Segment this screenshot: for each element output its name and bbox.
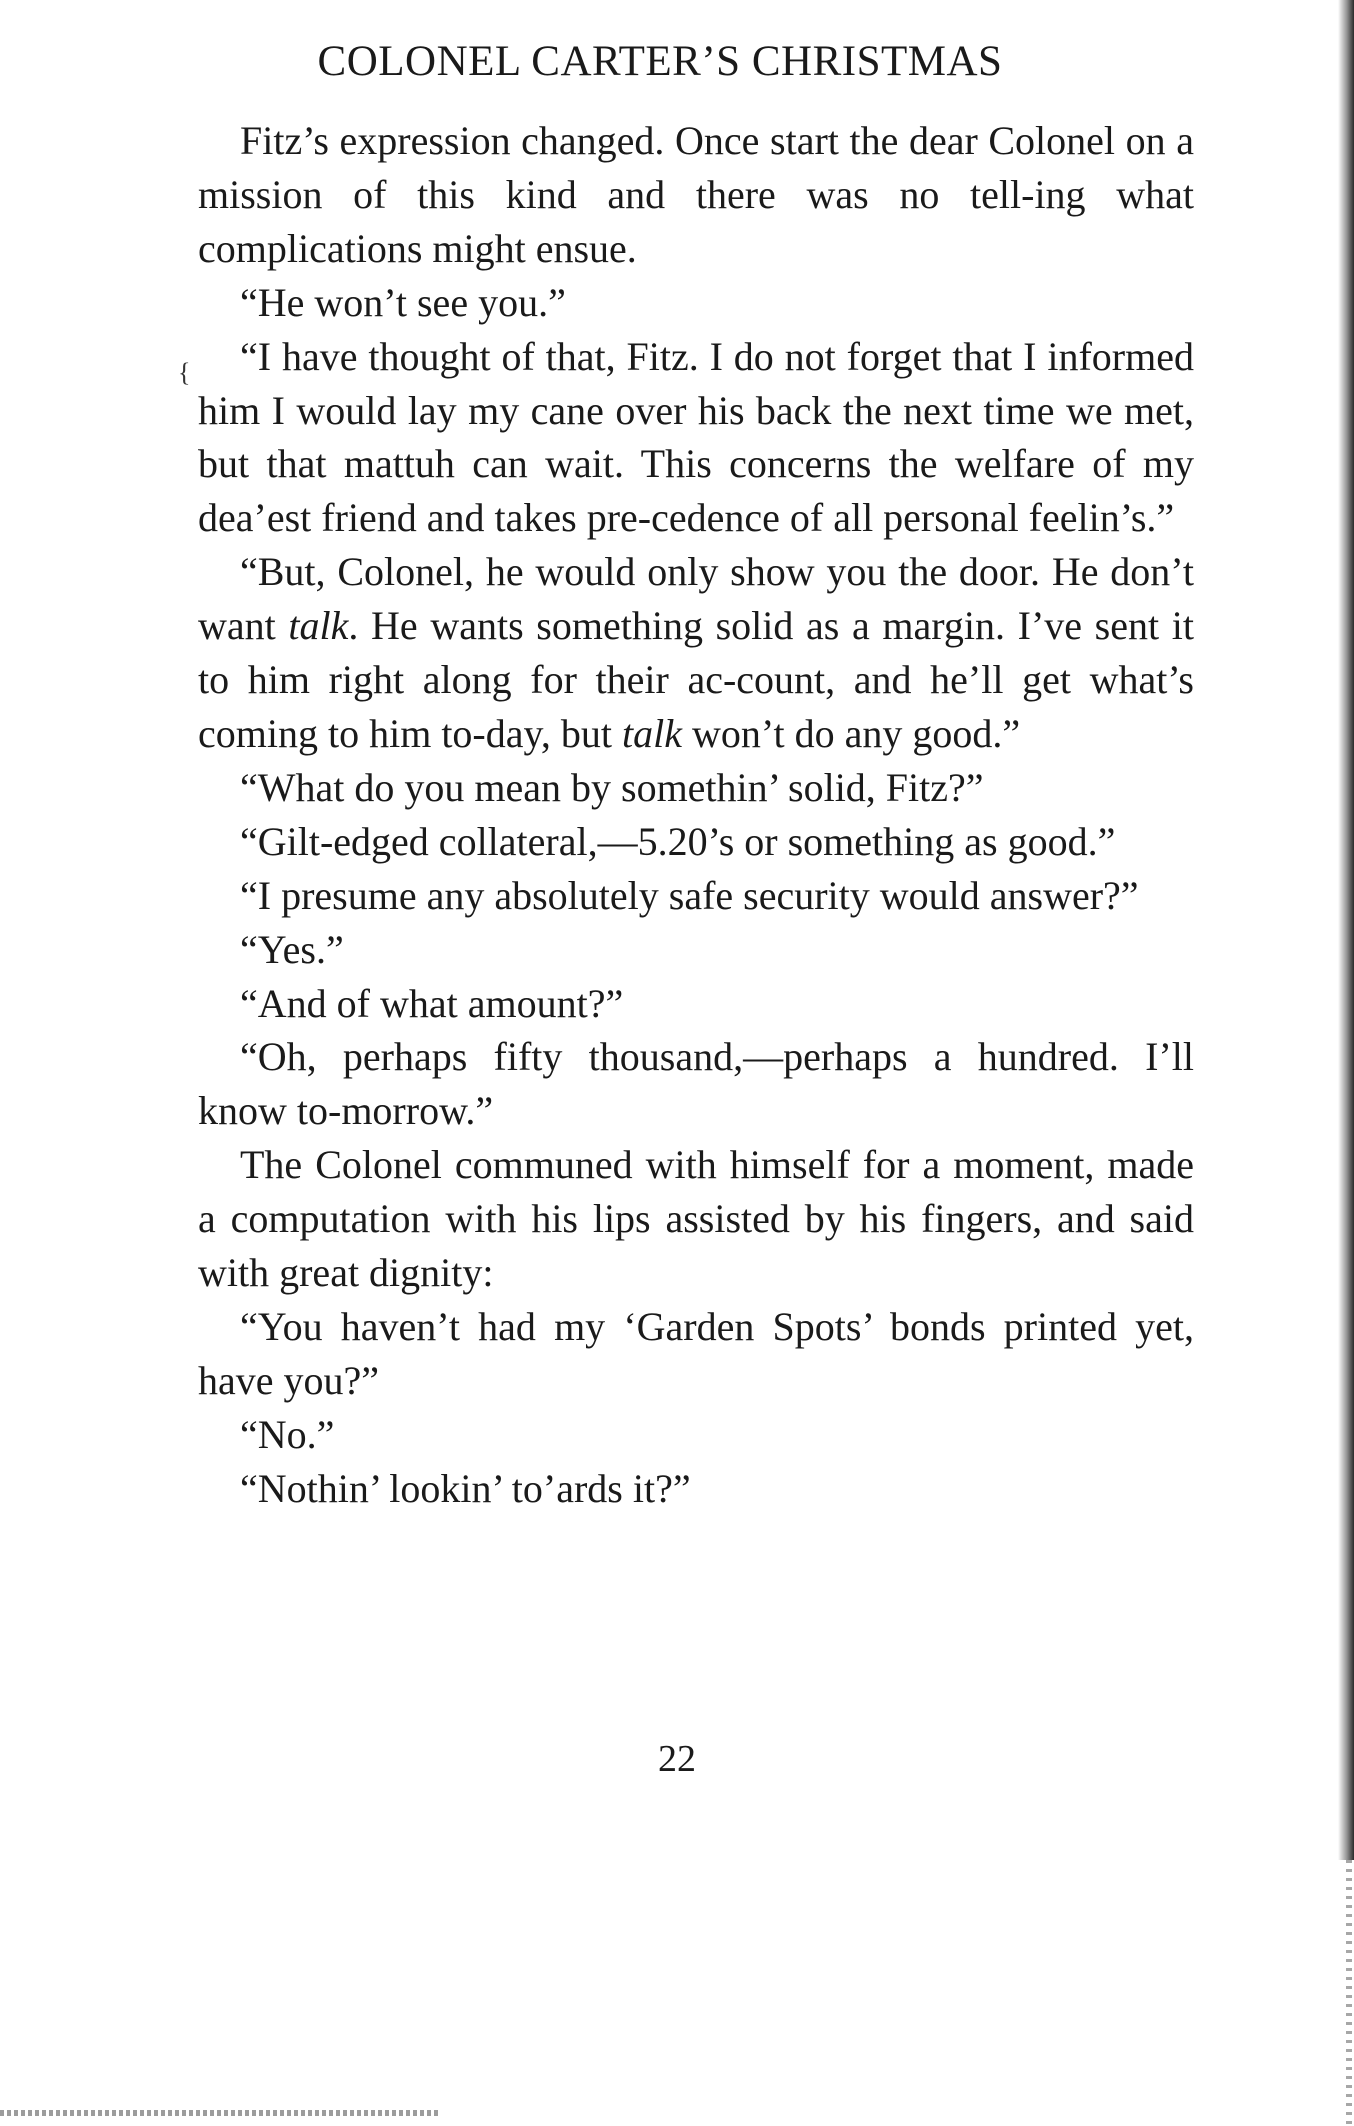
page-edge-specks: [1346, 1860, 1352, 2126]
paragraph-yes: “Yes.”: [240, 926, 344, 972]
paragraph-garden-spots: “You haven’t had my ‘Garden Spots’ bonds printed yet, have you?”: [198, 1303, 1194, 1403]
margin-mark: {: [178, 358, 191, 387]
running-head: COLONEL CARTER’S CHRISTMAS: [317, 38, 1003, 85]
paragraph-gilt-edged: “Gilt-edged collateral,—5.20’s or something as good.”: [240, 818, 1116, 864]
page-number: 22: [658, 1738, 696, 1780]
paragraph-something-solid: “What do you mean by somethin’ solid, Fitz?”: [240, 764, 984, 810]
paragraph-he-wont-see-you: “He won’t see you.”: [240, 279, 566, 325]
paragraph-safe-security: “I presume any absolutely safe security would answer?”: [240, 872, 1139, 918]
paragraph-nothin-lookin: “Nothin’ lookin’ to’ards it?”: [240, 1465, 691, 1511]
emphasis-talk-2: talk: [622, 710, 683, 756]
paragraph-no: “No.”: [240, 1411, 335, 1457]
page-edge-shadow: [1338, 0, 1354, 1860]
paragraph-thought-of-that: “I have thought of that, Fitz. I do not forget that I informed him I would lay my cane over his back the next time we met, but that mattuh can wait. This concerns the welfare of my dea’est friend and takes pre-cedence of all personal feelin’s.”: [198, 333, 1194, 541]
paragraph-show-you-the-door: “But, Colonel, he would only show you the door. He don’t want talk. He wants something solid as a margin. I’ve sent it to him right along for their ac-count, and he’ll get what’s coming to him to-day, but talk won’t do any good.”: [198, 549, 1194, 756]
bottom-edge-specks: [0, 2110, 440, 2116]
paragraph-fifty-thousand: “Oh, perhaps fifty thousand,—perhaps a hundred. I’ll know to-morrow.”: [198, 1034, 1194, 1134]
paragraph-what-amount: “And of what amount?”: [240, 980, 624, 1026]
paragraph-colonel-communed: The Colonel communed with himself for a moment, made a computation with his lips assisted by his fingers, and said with great dignity:: [198, 1142, 1194, 1296]
body-text: [198, 114, 1194, 1516]
emphasis-talk: talk: [288, 603, 349, 649]
paragraph-fitz-expression: Fitz’s expression changed. Once start the dear Colonel on a mission of this kind and there was no tell-ing what complications might ensue.: [198, 118, 1194, 271]
